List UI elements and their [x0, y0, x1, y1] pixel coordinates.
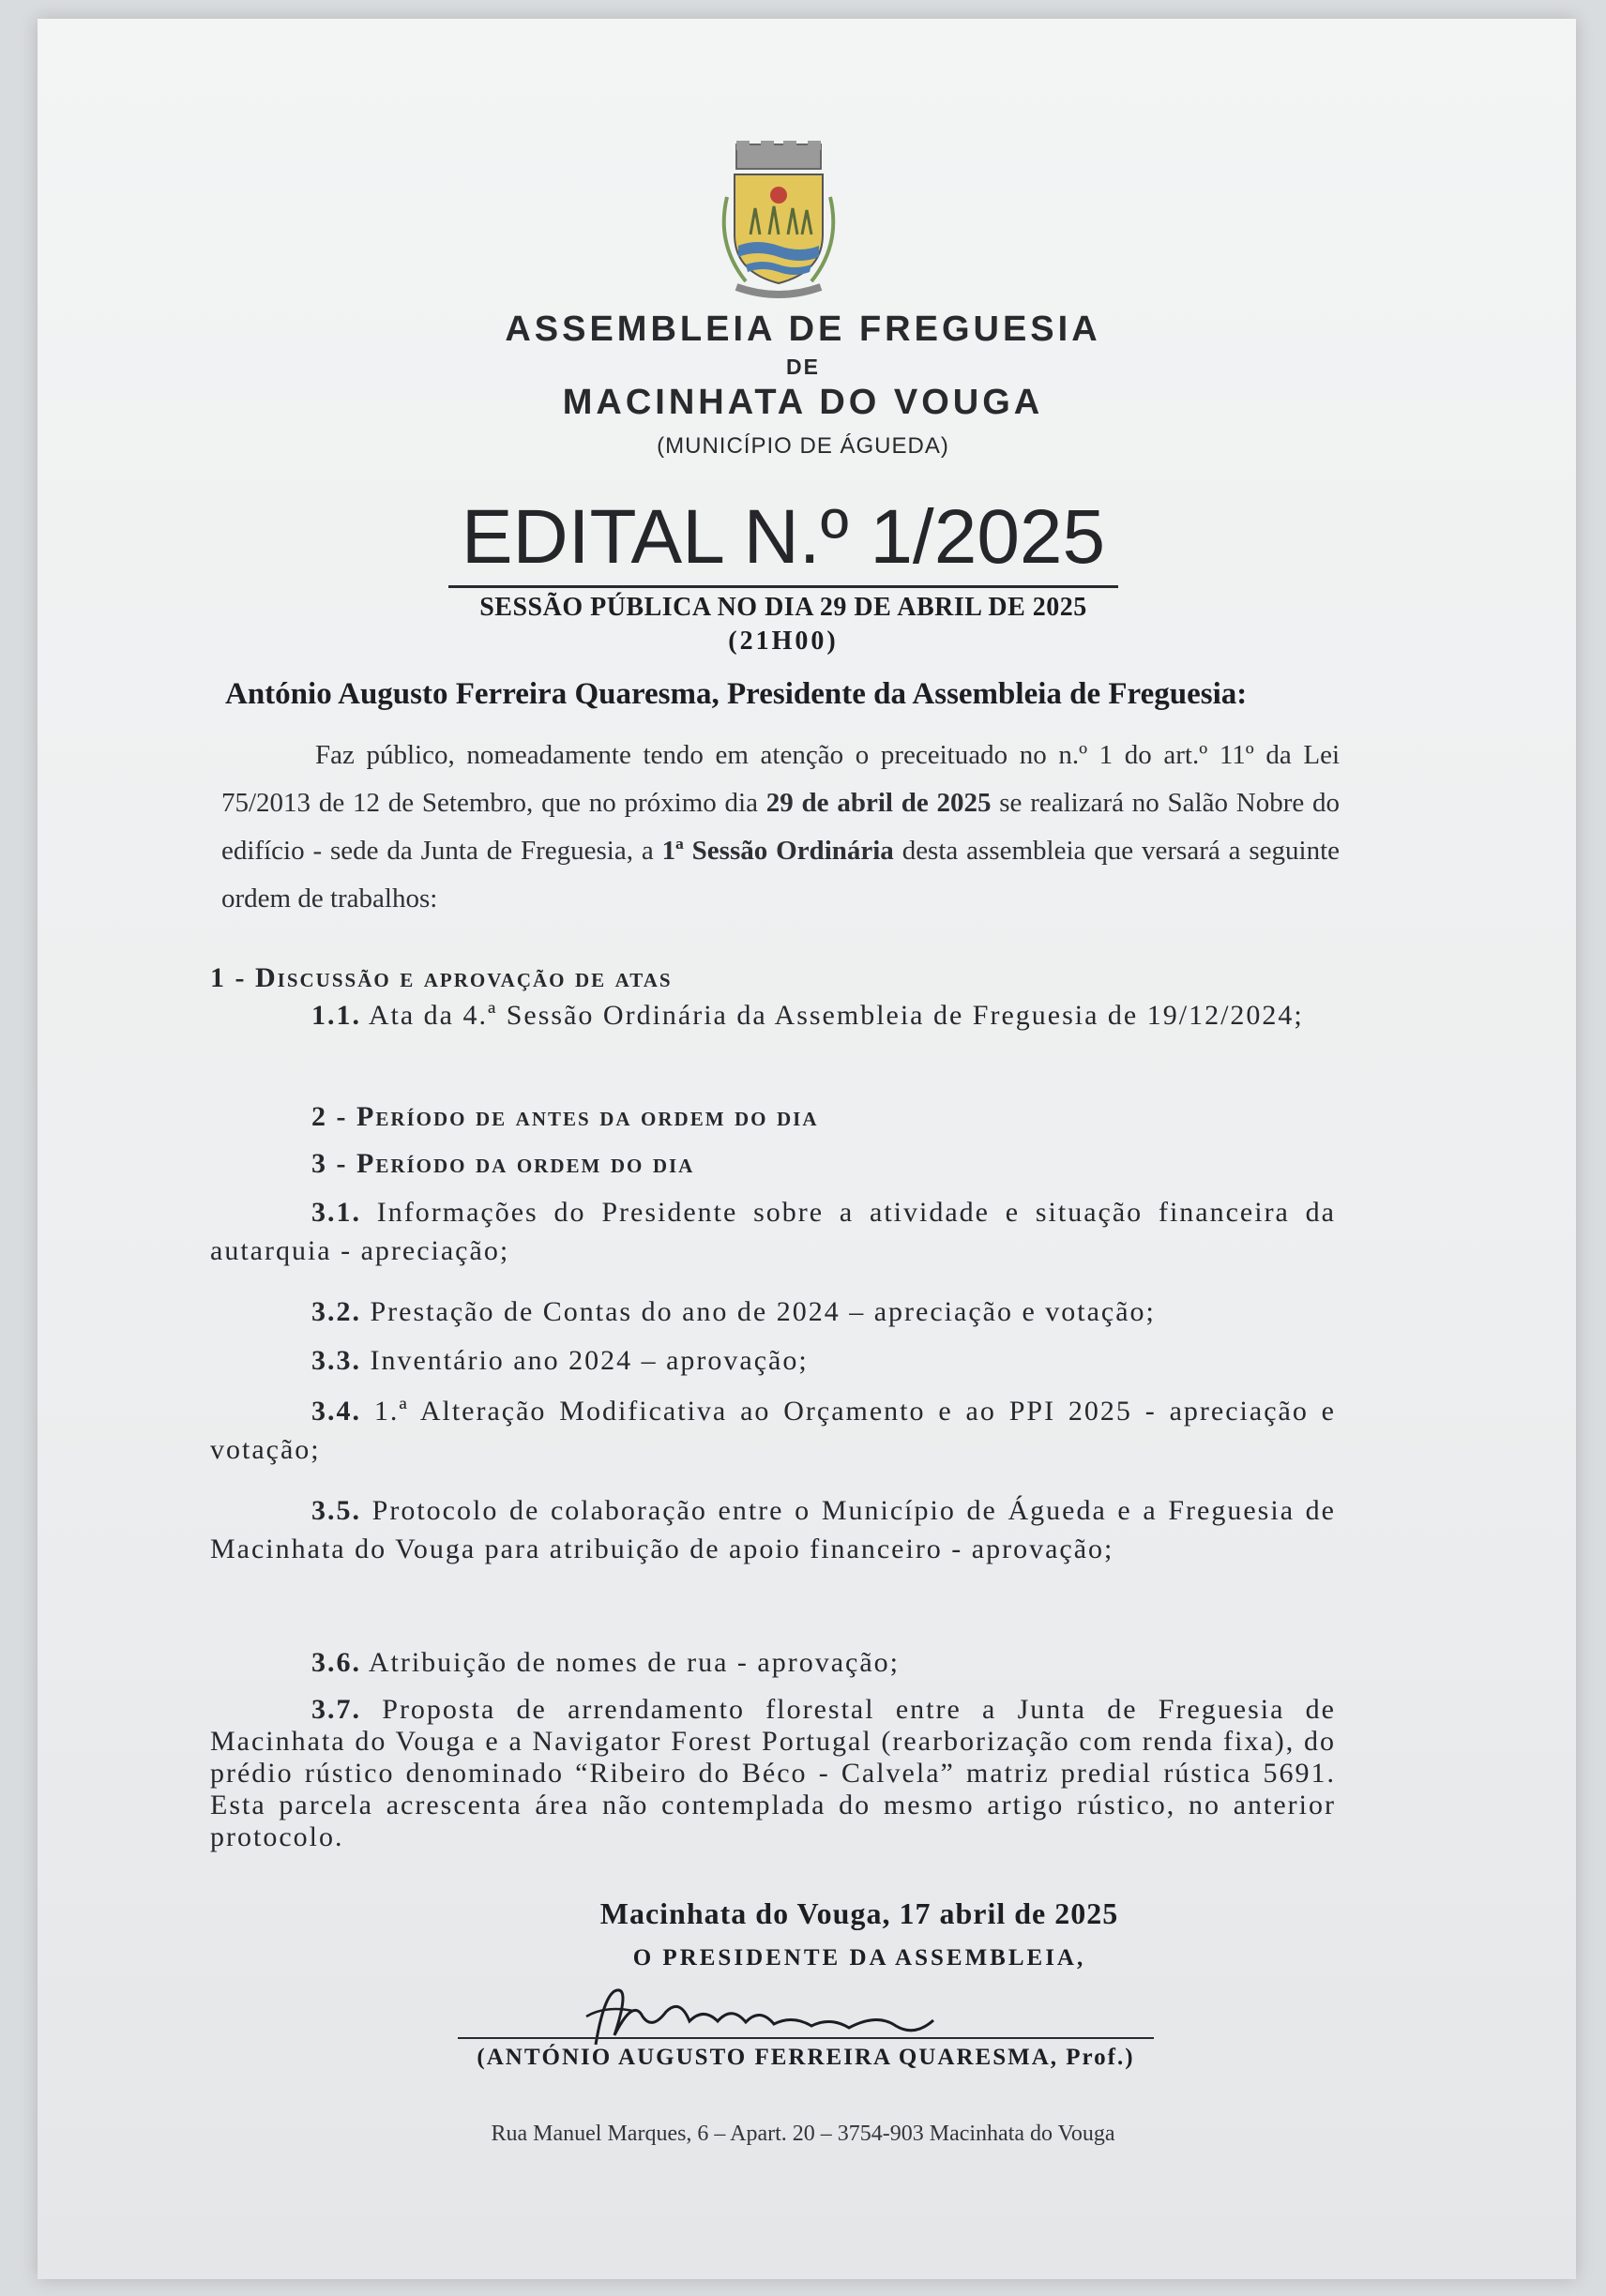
assembly-title-de: DE: [786, 355, 820, 379]
session-time: (21H00): [728, 627, 839, 656]
agenda-item-3-6: 3.6. Atribuição de nomes de rua - aprovação;: [311, 1647, 900, 1678]
agenda-item-3-5: 3.5. Protocolo de colaboração entre o Município de Águeda e a Freguesia de Macinhata do Vouga para atribuição de apoio financeiro - aprovação;: [210, 1495, 1336, 1564]
assembly-title: ASSEMBLEIA DE FREGUESIA: [505, 310, 1101, 349]
signatory-name: (ANTÓNIO AUGUSTO FERREIRA QUARESMA, Prof.): [477, 2045, 1135, 2070]
announcer: António Augusto Ferreira Quaresma, Presidente da Assembleia de Freguesia:: [225, 677, 1248, 711]
agenda-item-3-7: 3.7. Proposta de arrendamento florestal entre a Junta de Freguesia de Macinhata do Vouga e a Navigator Forest Portugal (rearborização com renda fixa), do prédio rústico denominado “Ribeiro do Béco - Calvela” matriz predial rústica 5691. Esta parcela acrescenta área não contemplada do mesmo artigo rústico, no anterior protocolo.: [210, 1694, 1336, 1852]
agenda-item-3-4: 3.4. 1.ª Alteração Modificativa ao Orçamento e ao PPI 2025 - apreciação e votação;: [210, 1396, 1336, 1465]
agenda-section-2: 2 - Período de antes da ordem do dia: [311, 1101, 819, 1132]
edital-number: EDITAL N.º 1/2025: [461, 494, 1106, 580]
intro-text-1: Faz público, nomeadamente tendo em atenção o preceituado no n.º 1 do art.º 11º da Lei 75/2013 de 12 de Setembro, que no próximo dia: [221, 740, 1340, 818]
agenda-section-1: 1 - Discussão e aprovação de atas: [210, 962, 673, 993]
intro-session: 1ª Sessão Ordinária: [661, 836, 894, 866]
session-date: SESSÃO PÚBLICA NO DIA 29 DE ABRIL DE 2025: [479, 593, 1087, 622]
place-and-date: Macinhata do Vouga, 17 abril de 2025: [599, 1896, 1119, 1930]
intro-paragraph: [221, 732, 1340, 923]
agenda-item-3-2: 3.2. Prestação de Contas do ano de 2024 – apreciação e votação;: [311, 1296, 1156, 1327]
handwritten-signature-icon: [577, 1979, 952, 2054]
agenda-item-1-1: 1.1. Ata da 4.ª Sessão Ordinária da Assembleia de Freguesia de 19/12/2024;: [311, 1000, 1304, 1031]
coat-of-arms-icon: [708, 141, 849, 300]
agenda-item-3-1: 3.1. Informações do Presidente sobre a atividade e situação financeira da autarquia - apreciação;: [210, 1197, 1336, 1266]
intro-text-2: se realizará no Salão Nobre do edifício - sede da Junta de Freguesia, a: [221, 788, 1341, 866]
president-role: O PRESIDENTE DA ASSEMBLEIA,: [632, 1945, 1086, 1971]
municipality: (MUNICÍPIO DE ÁGUEDA): [657, 433, 949, 459]
edital-underline: [448, 585, 1118, 588]
parish-name: MACINHATA DO VOUGA: [562, 383, 1044, 422]
intro-text-3: desta assembleia que versará a seguinte ordem de trabalhos:: [221, 836, 1340, 914]
intro-date: 29 de abril de 2025: [765, 788, 992, 818]
footer-address: Rua Manuel Marques, 6 – Apart. 20 – 3754-903 Macinhata do Vouga: [491, 2122, 1115, 2146]
signature-line: [458, 2037, 1154, 2039]
agenda-item-3-3: 3.3. Inventário ano 2024 – aprovação;: [311, 1345, 809, 1376]
agenda-section-3: 3 - Período da ordem do dia: [311, 1148, 695, 1179]
